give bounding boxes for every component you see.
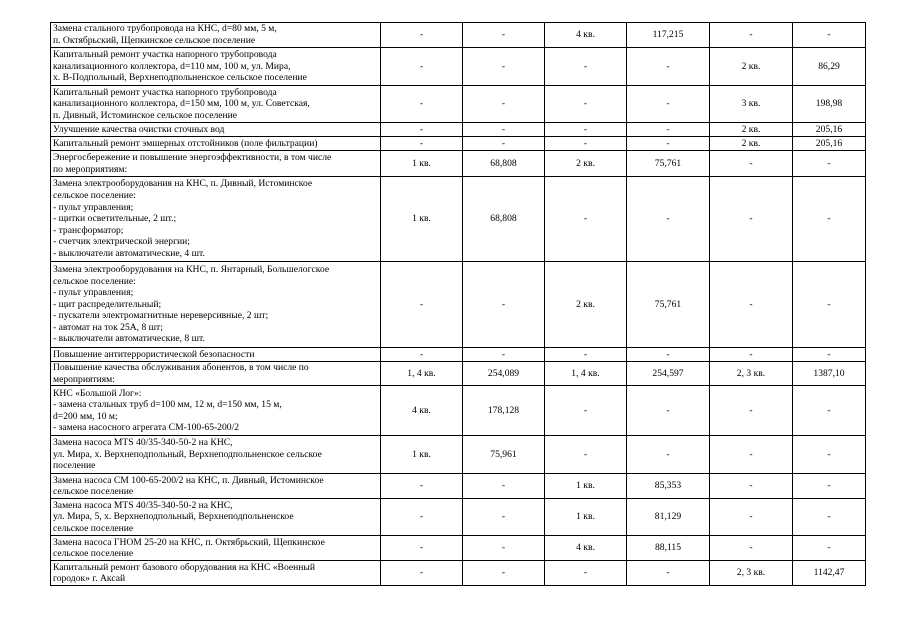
table-row — [51, 362, 866, 386]
cell: - — [463, 474, 545, 499]
row-name: Энергосбережение и повышение энергоэффективности, в том числе по мероприятиям: — [51, 151, 381, 177]
cell: - — [381, 536, 463, 561]
table-row — [51, 151, 866, 177]
cell: 2 кв. — [545, 262, 627, 348]
cell: - — [545, 386, 627, 436]
row-name: Повышение качества обслуживания абонентов, в том числе по мероприятиям: — [51, 362, 381, 386]
cell: 4 кв. — [545, 23, 627, 48]
cell: - — [627, 436, 710, 474]
cell: - — [627, 561, 710, 586]
cell: - — [793, 499, 866, 536]
cell: 2, 3 кв. — [710, 362, 793, 386]
cell: - — [381, 499, 463, 536]
cell: - — [381, 262, 463, 348]
cell: - — [545, 561, 627, 586]
cell: 3 кв. — [710, 86, 793, 123]
cell: 75,761 — [627, 262, 710, 348]
cell: - — [545, 137, 627, 151]
row-name: Замена насоса СМ 100-65-200/2 на КНС, п. Дивный, Истоминское сельское поселение — [51, 474, 381, 499]
table-row — [51, 536, 866, 561]
cell: - — [463, 123, 545, 137]
cell: - — [463, 48, 545, 86]
row-name: Капитальный ремонт участка напорного трубопровода канализационного коллектора, d=150 мм, 100 м, ул. Советская, п. Дивный, Истоминское сельское поселение — [51, 86, 381, 123]
cell: - — [545, 348, 627, 362]
cell: - — [793, 436, 866, 474]
cell: 1387,10 — [793, 362, 866, 386]
cell: - — [381, 23, 463, 48]
cell: 4 кв. — [381, 386, 463, 436]
cell: 68,808 — [463, 177, 545, 262]
cell: 117,215 — [627, 23, 710, 48]
cell: - — [381, 137, 463, 151]
cell: 81,129 — [627, 499, 710, 536]
table-row — [51, 386, 866, 436]
cell: 68,808 — [463, 151, 545, 177]
cell: - — [793, 386, 866, 436]
cell: - — [627, 48, 710, 86]
row-name: Замена стального трубопровода на КНС, d=80 мм, 5 м, п. Октябрьский, Щепкинское сельское поселение — [51, 23, 381, 48]
row-name: Улучшение качества очистки сточных вод — [51, 123, 381, 137]
table-row — [51, 86, 866, 123]
cell: 86,29 — [793, 48, 866, 86]
cell: - — [463, 23, 545, 48]
cell: - — [545, 436, 627, 474]
cell: - — [545, 86, 627, 123]
cell: 1142,47 — [793, 561, 866, 586]
cell: - — [381, 474, 463, 499]
cell: - — [627, 137, 710, 151]
row-name: Замена электрооборудования на КНС, п. Дивный, Истоминское сельское поселение: - пульт управления; - щитки осветительные, 2 шт.; - трансформатор; - счетчик электрической энергии; - выключатели автоматические, 4 шт. — [51, 177, 381, 262]
document-page — [50, 22, 865, 586]
table-row — [51, 474, 866, 499]
row-name: Замена электрооборудования на КНС, п. Янтарный, Большелогское сельское поселение: - пульт управления; - щит распределительный; - пускатели электромагнитные нереверсивные, 2 шт; - автомат на ток 25А, 8 шт; - выключатели автоматические, 8 шт. — [51, 262, 381, 348]
cell: - — [463, 348, 545, 362]
cell: - — [463, 86, 545, 123]
cell: - — [710, 151, 793, 177]
cell: 88,115 — [627, 536, 710, 561]
row-name: Замена насоса MTS 40/35-340-50-2 на КНС, ул. Мира, х. Верхнеподпольный, Верхнеподпольненское сельское поселение — [51, 436, 381, 474]
table-row — [51, 48, 866, 86]
cell: 2, 3 кв. — [710, 561, 793, 586]
cell: - — [545, 48, 627, 86]
measures-table — [50, 22, 866, 586]
cell: 85,353 — [627, 474, 710, 499]
cell: 254,597 — [627, 362, 710, 386]
cell: 4 кв. — [545, 536, 627, 561]
row-name: Капитальный ремонт базового оборудования на КНС «Военный городок» г. Аксай — [51, 561, 381, 586]
cell: - — [381, 123, 463, 137]
cell: 1, 4 кв. — [545, 362, 627, 386]
cell: 75,961 — [463, 436, 545, 474]
row-name: Капитальный ремонт эмшерных отстойников (поле фильтрации) — [51, 137, 381, 151]
cell: 2 кв. — [710, 123, 793, 137]
cell: - — [627, 177, 710, 262]
cell: - — [710, 474, 793, 499]
table-row — [51, 137, 866, 151]
cell: 2 кв. — [710, 137, 793, 151]
cell: - — [627, 86, 710, 123]
cell: - — [463, 561, 545, 586]
table-row — [51, 499, 866, 536]
cell: - — [710, 348, 793, 362]
cell: 1, 4 кв. — [381, 362, 463, 386]
cell: - — [793, 474, 866, 499]
table-row — [51, 348, 866, 362]
cell: 1 кв. — [545, 474, 627, 499]
cell: 1 кв. — [381, 151, 463, 177]
cell: - — [545, 123, 627, 137]
table-row — [51, 436, 866, 474]
cell: - — [545, 177, 627, 262]
cell: - — [463, 499, 545, 536]
cell: - — [793, 262, 866, 348]
cell: - — [627, 386, 710, 436]
cell: - — [381, 86, 463, 123]
cell: 1 кв. — [381, 177, 463, 262]
cell: - — [793, 177, 866, 262]
cell: 2 кв. — [710, 48, 793, 86]
cell: 75,761 — [627, 151, 710, 177]
cell: - — [627, 123, 710, 137]
cell: 1 кв. — [545, 499, 627, 536]
cell: 205,16 — [793, 137, 866, 151]
cell: - — [710, 499, 793, 536]
cell: - — [793, 151, 866, 177]
cell: - — [793, 348, 866, 362]
cell: - — [710, 262, 793, 348]
table-row — [51, 23, 866, 48]
row-name: Капитальный ремонт участка напорного трубопровода канализационного коллектора, d=110 мм, 100 м, ул. Мира, х. В-Подпольный, Верхнеподпольненское сельское поселение — [51, 48, 381, 86]
cell: - — [710, 177, 793, 262]
table-row — [51, 123, 866, 137]
cell: - — [627, 348, 710, 362]
cell: - — [710, 23, 793, 48]
row-name: Замена насоса ГНОМ 25-20 на КНС, п. Октябрьский, Щепкинское сельское поселение — [51, 536, 381, 561]
cell: 178,128 — [463, 386, 545, 436]
table-row — [51, 177, 866, 262]
cell: - — [463, 262, 545, 348]
cell: - — [793, 536, 866, 561]
cell: - — [710, 436, 793, 474]
cell: - — [381, 561, 463, 586]
cell: - — [381, 48, 463, 86]
cell: - — [381, 348, 463, 362]
cell: - — [463, 137, 545, 151]
cell: - — [710, 536, 793, 561]
cell: - — [463, 536, 545, 561]
cell: 198,98 — [793, 86, 866, 123]
cell: 1 кв. — [381, 436, 463, 474]
cell: 2 кв. — [545, 151, 627, 177]
cell: - — [710, 386, 793, 436]
table-row — [51, 561, 866, 586]
row-name: Замена насоса MTS 40/35-340-50-2 на КНС, ул. Мира, 5, х. Верхнеподпольный, Верхнеподпольненское сельское поселение — [51, 499, 381, 536]
table-row — [51, 262, 866, 348]
cell: 205,16 — [793, 123, 866, 137]
row-name: КНС «Большой Лог»: - замена стальных труб d=100 мм, 12 м, d=150 мм, 15 м, d=200 мм, 10 м; - замена насосного агрегата СМ-100-65-200/2 — [51, 386, 381, 436]
row-name: Повышение антитеррористической безопасности — [51, 348, 381, 362]
cell: 254,089 — [463, 362, 545, 386]
cell: - — [793, 23, 866, 48]
